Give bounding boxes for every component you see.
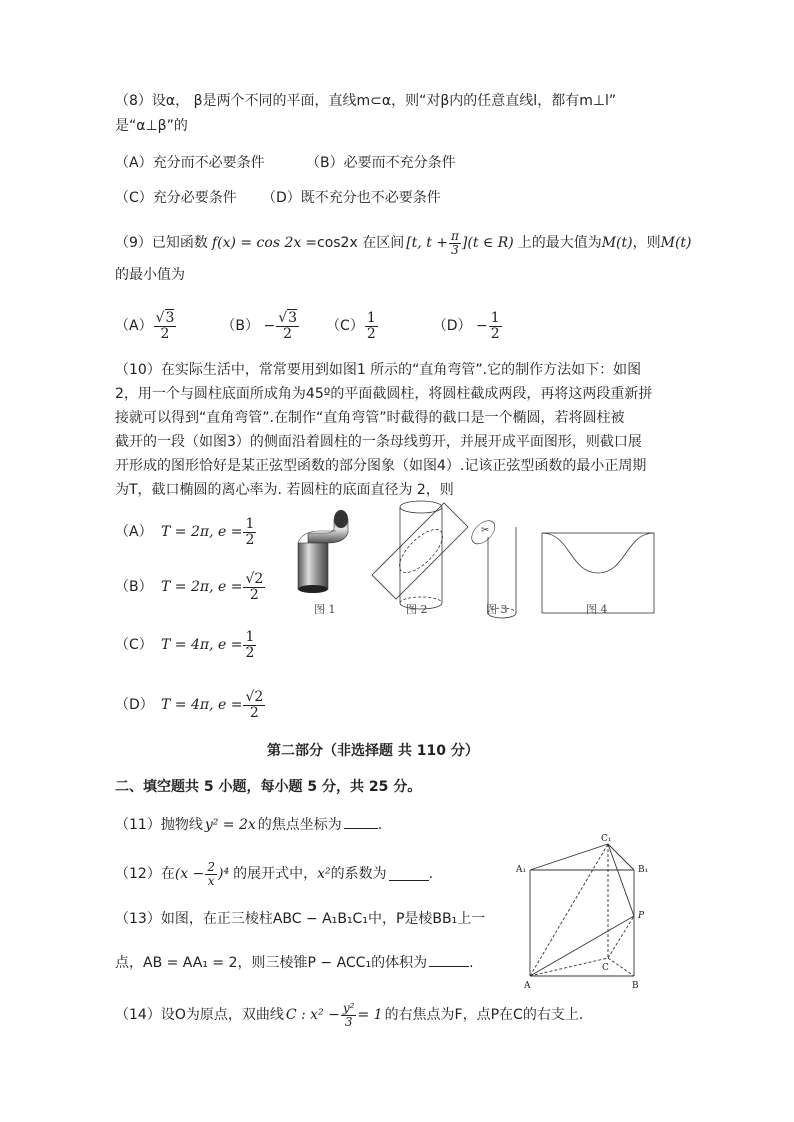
q13-answer-blank[interactable] (429, 954, 469, 967)
label-C: C (602, 963, 609, 973)
q9-option-b-value: $\frac{√3}{2}$ (278, 309, 298, 342)
q8-option-c: （C）充分必要条件 (115, 190, 237, 206)
q9-repeat-text: =cos2x 在区间 (305, 234, 405, 251)
q9-options (115, 304, 503, 348)
q14-stem: （14）设O为原点，双曲线 C : x² − $\frac{\text{y²}}{3}$ = 1 的右焦点为F，点P在C的右支上. (115, 1000, 584, 1029)
q8-option-a: （A）充分而不必要条件 (115, 155, 265, 171)
q10-option-c: （C） T = 4π, e = $\frac{1}{2}$ (115, 628, 255, 661)
q9-option-c-label: （C） (326, 317, 364, 334)
figure-2-label: 图 2 (406, 603, 428, 616)
q10-option-b: （B） T = 2π, e = $\frac{√2}{2}$ (115, 570, 264, 603)
q9-interval-open: [t, t + (406, 234, 448, 251)
q9-function: f(x) = cos 2x (211, 234, 302, 251)
q9-option-c-value: $\frac{1}{2}$ (366, 309, 376, 342)
q9-stem-line1 (115, 222, 692, 264)
q9-prefix: （9）已知函数 (115, 234, 208, 251)
q13-prism-figure (512, 832, 662, 990)
q9-option-a-label: （A） (115, 317, 153, 334)
label-P: P (638, 911, 645, 921)
q9-interval-close: ](t ∈ R) (461, 234, 514, 251)
q9-pi-over-3: $\frac{\pi}{3}$ (451, 228, 459, 257)
q10-option-d: （D） T = 4π, e = $\frac{√2}{2}$ (115, 688, 264, 721)
q10-stem-line6: 为T，截口椭圆的离心率为. 若圆柱的底面直径为 2，则 (115, 482, 454, 498)
q13-stem-line1: （13）如图，在正三棱柱ABC − A₁B₁C₁中，P是棱BB₁上一 (115, 911, 486, 927)
q10-stem-line2: 2，用一个与圆柱底面所成角为45º的平面截圆柱，将圆柱截成两段，再将这两段重新拼 (115, 386, 653, 402)
q10-stem-line4: 截开的一段（如图3）的侧面沿着圆柱的一条母线剪开，并展开成平面图形，则截口展 (115, 434, 642, 450)
q9-Mt: M(t) (601, 234, 633, 251)
q9-option-d-label: （D） − (432, 317, 488, 334)
q13-stem-line2: 点，AB = AA₁ = 2，则三棱锥P − ACC₁的体积为 . (115, 955, 474, 971)
q8-option-b: （B）必要而不充分条件 (306, 155, 456, 171)
figure-4-sine-rectangle (542, 533, 654, 613)
q10-stem-line5: 开形成的图形恰好是某正弦型函数的部分图象（如图4）.记该正弦型函数的最小正周期 (115, 458, 647, 474)
q8-stem-line1: （8）设α， β是两个不同的平面，直线m⊂α，则“对β内的任意直线l，都有m⊥l” (115, 93, 617, 109)
q10-stem-line1: （10）在实际生活中，常常要用到如图1 所示的“直角弯管”.它的制作方法如下：如图 (115, 362, 642, 378)
figure-1-elbow-pipe (298, 510, 348, 593)
label-A: A (524, 981, 531, 990)
section-fill-in-header: 二、填空题共 5 小题，每小题 5 分，共 25 分。 (115, 779, 422, 795)
label-B1: B₁ (638, 865, 649, 875)
q9-option-b-label: （B） − (221, 317, 276, 334)
svg-text:✂: ✂ (481, 525, 490, 536)
label-C1: C₁ (601, 834, 612, 844)
figure-4-label: 图 4 (586, 603, 608, 616)
part2-title: 第二部分（非选择题 共 110 分） (267, 743, 479, 759)
q9-mid-text: 上的最大值为 (517, 234, 602, 251)
q9-Mt2: M(t) (660, 234, 692, 251)
q8-stem-line2: 是“α⊥β”的 (115, 118, 188, 134)
q8-option-d: （D）既不充分也不必要条件 (262, 190, 441, 206)
q9-stem-line2: 的最小值为 (115, 267, 185, 283)
figure-2-cylinder-plane (372, 501, 468, 609)
q12-stem: （12）在 (x − $\frac{2}{x}$ )⁴ 的展开式中， x² 的系数为 . (115, 859, 434, 888)
q11-stem: （11）抛物线 y² = 2x 的焦点坐标为 . (115, 817, 383, 833)
q11-answer-blank[interactable] (344, 816, 378, 829)
q12-answer-blank[interactable] (389, 868, 429, 881)
label-A1: A₁ (516, 865, 527, 875)
q9-mid2-text: ，则 (632, 234, 661, 251)
q10-figures (284, 495, 664, 625)
q10-option-a: （A） T = 2π, e = $\frac{1}{2}$ (115, 515, 255, 548)
figure-3-label: 图 3 (486, 603, 508, 616)
label-B: B (632, 981, 639, 990)
q9-option-a-value: $\frac{√3}{2}$ (155, 309, 175, 342)
figure-1-label: 图 1 (314, 603, 336, 616)
q9-option-d-value: $\frac{1}{2}$ (490, 309, 500, 342)
q10-stem-line3: 接就可以得到“直角弯管”.在制作“直角弯管”时截得的截口是一个椭圆，若将圆柱被 (115, 410, 625, 426)
